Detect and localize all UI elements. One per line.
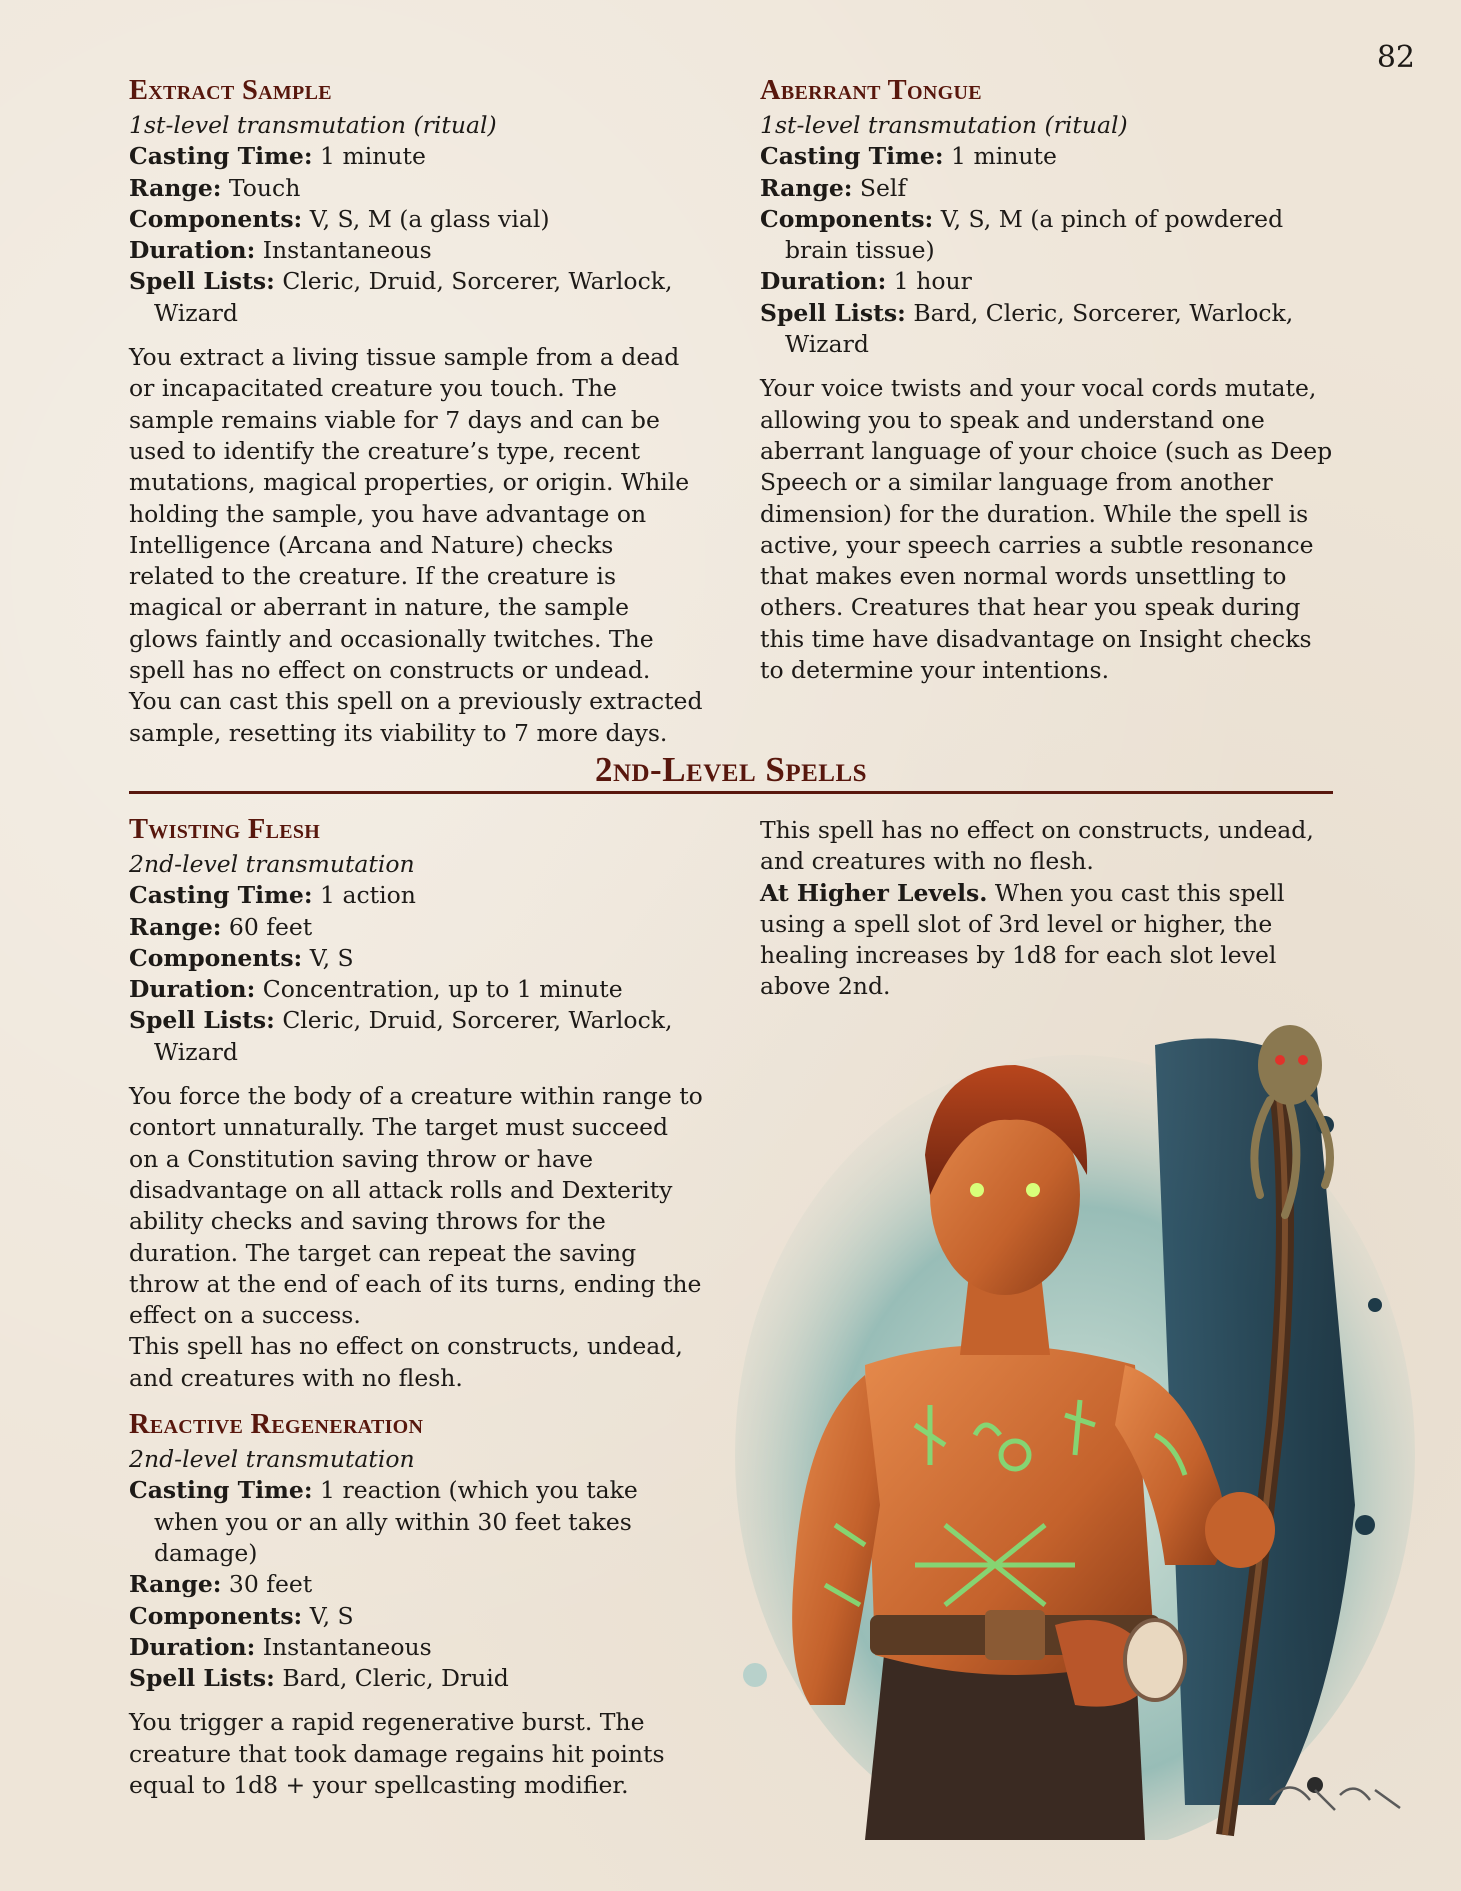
- mage-illustration: [715, 1005, 1425, 1840]
- spell-title: Twisting Flesh: [129, 814, 321, 845]
- components-stat: [129, 204, 703, 235]
- spell-description: You trigger a rapid regenerative burst. The creature that took damage regains hit points equal to 1d8 + your spellcasting modifier.: [129, 1708, 665, 1800]
- spell-description: Your voice twists and your vocal cords mutate, allowing you to speak and understand one aberrant language of your choice (such as Deep Speech or a similar language from another dimension) for the duration. While the spell is active, your speech carries a subtle resonance that makes even normal words unsettling to others. Creatures that hear you speak during this time have disadvantage on Insight checks to determine your intentions.: [760, 374, 1333, 685]
- duration-label: Duration:: [129, 236, 256, 265]
- spell-school: 2nd-level transmutation: [129, 1445, 415, 1474]
- range-stat: [129, 912, 703, 943]
- spell-continuation: [760, 815, 1334, 1003]
- components-value: V, S: [302, 1601, 354, 1630]
- spell-description: This spell has no effect on constructs, undead, and creatures with no flesh.: [129, 1332, 683, 1392]
- components-label: Components:: [129, 943, 303, 972]
- components-stat: [760, 204, 1334, 267]
- duration-value: Instantaneous: [255, 1632, 432, 1661]
- spell-lists-stat: [760, 298, 1334, 361]
- duration-stat: [129, 974, 703, 1005]
- range-value: Touch: [221, 173, 301, 202]
- range-label: Range:: [129, 1570, 222, 1599]
- casting-time-stat: [129, 141, 703, 172]
- spell-lists-value: Cleric, Druid, Sorcerer, Warlock, Wizard: [154, 1006, 673, 1066]
- spell-lists-value: Bard, Cleric, Sorcerer, Warlock, Wizard: [785, 298, 1294, 359]
- duration-value: Instantaneous: [255, 236, 432, 265]
- duration-stat: [129, 1632, 703, 1663]
- range-value: 60 feet: [221, 912, 313, 941]
- spell-description: You extract a living tissue sample from a dead or incapacitated creature you touch. The sample remains viable for 7 days and can be used to identify the creature’s type, recent mutations, magical properties, or origin. While holding the sample, you have advantage on Intelligence (Arcana and Nature) checks related to the creature. If the creature is magical or aberrant in nature, the sample glows faintly and occasionally twitches. The spell has no effect on constructs or undead.: [129, 343, 690, 685]
- casting-time-value: 1 action: [312, 881, 416, 910]
- spell-school: 1st-level transmutation (ritual): [129, 111, 497, 139]
- components-label: Components:: [129, 204, 303, 233]
- components-value: V, S, M (a glass vial): [302, 204, 550, 233]
- spell-title: Reactive Regeneration: [129, 1409, 424, 1441]
- spell-lists-label: Spell Lists:: [760, 298, 906, 327]
- spell-lists-stat: [129, 1663, 703, 1694]
- range-stat: [760, 173, 1334, 204]
- spell-lists-label: Spell Lists:: [129, 1006, 275, 1035]
- duration-value: 1 hour: [886, 267, 972, 296]
- casting-time-label: Casting Time:: [129, 1476, 313, 1505]
- spell-description: This spell has no effect on constructs, undead, and creatures with no flesh.: [760, 816, 1314, 876]
- range-stat: [129, 173, 703, 204]
- spell-lists-label: Spell Lists:: [129, 267, 275, 296]
- spell-school: 2nd-level transmutation: [129, 850, 415, 878]
- spell-twisting-flesh: [129, 813, 703, 1801]
- section-divider: [129, 791, 1333, 794]
- range-label: Range:: [129, 173, 222, 202]
- higher-levels-text: When you cast this spell using a spell slot of 3rd level or higher, the healing increases by 1d8 for each slot level above 2nd.: [760, 878, 1285, 1001]
- casting-time-stat: [129, 880, 703, 911]
- duration-label: Duration:: [129, 975, 256, 1004]
- components-label: Components:: [760, 204, 934, 233]
- spell-lists-value: Cleric, Druid, Sorcerer, Warlock, Wizard: [154, 267, 673, 327]
- components-stat: [129, 943, 703, 974]
- spell-description: You can cast this spell on a previously extracted sample, resetting its viability to 7 more days.: [129, 687, 703, 747]
- spell-title: Extract Sample: [129, 75, 332, 106]
- casting-time-label: Casting Time:: [760, 142, 944, 171]
- duration-label: Duration:: [760, 267, 887, 296]
- spell-lists-value: Bard, Cleric, Druid: [274, 1664, 509, 1693]
- range-label: Range:: [129, 912, 222, 941]
- higher-levels: [760, 878, 1334, 1003]
- casting-time-label: Casting Time:: [129, 881, 313, 910]
- components-stat: [129, 1601, 703, 1632]
- spell-description: You force the body of a creature within range to contort unnaturally. The target must succeed on a Constitution saving throw or have disadvantage on all attack rolls and Dexterity ability checks and saving throws for the duration. The target can repeat the saving throw at the end of each of its turns, ending the effect on a success.: [129, 1082, 703, 1330]
- spell-reactive-regeneration: [129, 1408, 703, 1801]
- components-label: Components:: [129, 1601, 303, 1630]
- components-value: V, S: [302, 943, 354, 972]
- spell-school: 1st-level transmutation (ritual): [760, 111, 1128, 139]
- duration-value: Concentration, up to 1 minute: [255, 975, 623, 1004]
- range-value: 30 feet: [221, 1570, 313, 1599]
- casting-time-stat: [129, 1475, 703, 1569]
- spell-extract-sample: [129, 74, 703, 749]
- duration-stat: [760, 266, 1334, 297]
- range-stat: [129, 1569, 703, 1600]
- casting-time-value: 1 minute: [312, 142, 426, 171]
- components-value: V, S, M (a pinch of powdered brain tissue): [785, 204, 1284, 265]
- duration-stat: [129, 235, 703, 266]
- casting-time-stat: [760, 141, 1334, 172]
- spell-lists-label: Spell Lists:: [129, 1664, 275, 1693]
- spell-lists-stat: [129, 1005, 703, 1068]
- section-heading: 2nd-Level Spells: [594, 750, 868, 789]
- duration-label: Duration:: [129, 1632, 256, 1661]
- spell-lists-stat: [129, 266, 703, 329]
- higher-levels-label: At Higher Levels.: [760, 878, 988, 907]
- range-label: Range:: [760, 173, 853, 202]
- spell-title: Aberrant Tongue: [760, 75, 982, 106]
- page-number: 82: [1376, 40, 1415, 75]
- spell-aberrant-tongue: [760, 74, 1334, 686]
- casting-time-value: 1 minute: [943, 142, 1057, 171]
- range-value: Self: [852, 173, 907, 202]
- casting-time-label: Casting Time:: [129, 142, 313, 171]
- casting-time-value: 1 reaction (which you take when you or an ally within 30 feet takes damage): [154, 1476, 638, 1567]
